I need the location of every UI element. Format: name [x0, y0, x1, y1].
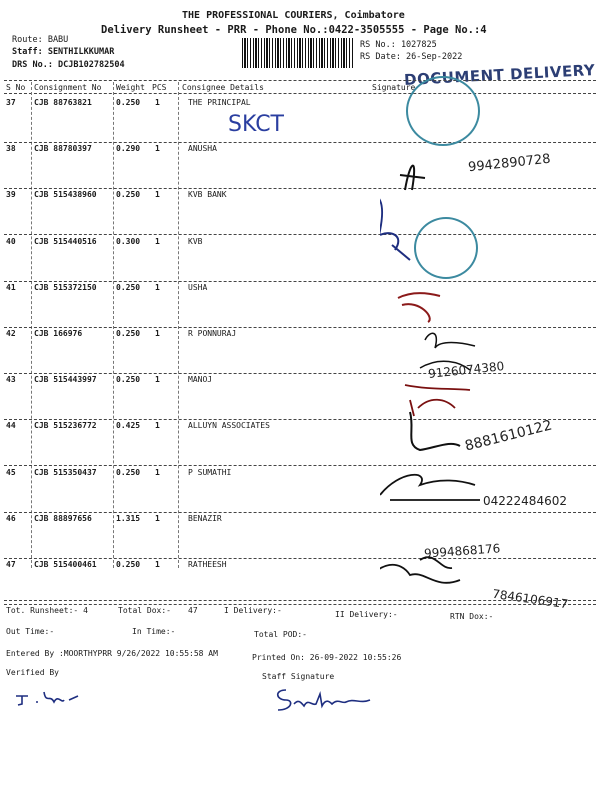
- row-consignee: KVB: [188, 236, 203, 246]
- col-pcs: PCS: [152, 83, 167, 92]
- row-weight: 0.250: [116, 375, 141, 385]
- row-consignee: MANOJ: [188, 375, 213, 385]
- drs-label: DRS No.: DCJB102782504: [12, 60, 125, 70]
- rtn-dox: RTN Dox:-: [450, 612, 494, 621]
- row-weight: 1.315: [116, 513, 141, 523]
- row-pcs: 1: [155, 144, 160, 154]
- col-consignment: Consignment No: [34, 83, 102, 92]
- row-weight: 0.300: [116, 236, 141, 246]
- row-sno: 38: [6, 144, 16, 154]
- out-time: Out Time:-: [6, 627, 55, 636]
- staff-signature-label: Staff Signature: [262, 672, 335, 681]
- staff-signature: [274, 684, 384, 714]
- staff-label: Staff: SENTHILKKUMAR: [12, 47, 115, 57]
- signature-44: [410, 412, 460, 450]
- route-label: Route: BABU: [12, 35, 69, 45]
- row-consignee: BENAZIR: [188, 513, 222, 523]
- row-consignment-no: CJB 515372150: [34, 282, 97, 292]
- row-pcs: 1: [155, 190, 160, 200]
- row-consignment-no: CJB 515438960: [34, 190, 97, 200]
- row-sno: 39: [6, 190, 16, 200]
- handwritten-phone-45: 04222484602: [483, 494, 567, 508]
- row-pcs: 1: [155, 513, 160, 523]
- divider: [4, 93, 596, 94]
- row-weight: 0.250: [116, 98, 141, 107]
- company-title: THE PROFESSIONAL COURIERS, Coimbatore: [182, 10, 405, 21]
- row-pcs: 1: [155, 560, 160, 569]
- signature-43: [405, 385, 470, 416]
- column-divider: [31, 82, 32, 568]
- row-consignment-no: CJB 515236772: [34, 421, 97, 431]
- row-consignment-no: CJB 166976: [34, 329, 83, 338]
- handwritten-phone-38: 9942890728: [467, 151, 552, 176]
- row-sno: 46: [6, 513, 16, 523]
- row-sno: 47: [6, 560, 16, 569]
- handwritten-phone-47: 7846106917: [491, 586, 569, 612]
- row-consignee: P SUMATHI: [188, 467, 232, 477]
- handwritten-phone-46: 9994868176: [423, 541, 501, 561]
- college-seal: [406, 76, 480, 146]
- divider: [4, 80, 596, 81]
- col-weight: Weight: [116, 83, 145, 92]
- runsheet-title: Delivery Runsheet - PRR - Phone No.:0422-3505555 - Page No.:4: [101, 24, 487, 36]
- signature-38: [400, 166, 425, 190]
- column-divider: [178, 82, 179, 568]
- row-sno: 37: [6, 98, 16, 107]
- row-consignment-no: CJB 515400461: [34, 560, 97, 569]
- row-consignee: THE PRINCIPAL: [188, 98, 251, 107]
- row-consignee: R PONNURAJ: [188, 329, 237, 338]
- handwritten-skct: SKCT: [228, 112, 284, 137]
- row-sno: 42: [6, 329, 16, 338]
- row-pcs: 1: [155, 329, 160, 338]
- signature-47: [380, 557, 460, 585]
- barcode: [242, 38, 354, 68]
- tot-runsheet: Tot. Runsheet:- 4: [6, 606, 88, 615]
- signature-45: [380, 475, 480, 500]
- row-consignee: KVB BANK: [188, 190, 227, 200]
- row-consignment-no: CJB 515443997: [34, 375, 97, 385]
- verified-by: Verified By: [6, 668, 59, 677]
- row-divider: [4, 142, 596, 143]
- total-dox: Total Dox:-: [118, 606, 171, 615]
- row-pcs: 1: [155, 467, 160, 477]
- row-weight: 0.250: [116, 560, 141, 569]
- document-delivery-stamp: DOCUMENT DELIVERY: [403, 61, 596, 89]
- column-divider: [113, 82, 114, 568]
- handwritten-phone-42: 9126074380: [427, 359, 505, 381]
- row-weight: 0.250: [116, 190, 141, 200]
- signature-41: [398, 293, 440, 322]
- row-pcs: 1: [155, 375, 160, 385]
- row-consignee: USHA: [188, 282, 208, 292]
- row-weight: 0.290: [116, 144, 141, 154]
- row-pcs: 1: [155, 236, 160, 246]
- rs-date: RS Date: 26-Sep-2022: [360, 52, 463, 62]
- footer-divider: [4, 600, 596, 601]
- row-pcs: 1: [155, 98, 160, 107]
- ii-delivery: II Delivery:-: [335, 610, 398, 619]
- handwritten-phone-44: 8881610122: [463, 417, 554, 455]
- i-delivery: I Delivery:-: [224, 606, 282, 615]
- signature-39: [380, 195, 410, 260]
- rs-number: RS No.: 1027825: [360, 40, 437, 50]
- total-dox-value: 47: [188, 606, 198, 615]
- row-weight: 0.425: [116, 421, 141, 431]
- row-sno: 41: [6, 282, 16, 292]
- row-consignment-no: CJB 88763821: [34, 98, 92, 107]
- printed-on: Printed On: 26-09-2022 10:55:26: [252, 653, 402, 662]
- verifier-signature: [14, 688, 94, 708]
- row-weight: 0.250: [116, 282, 141, 292]
- row-pcs: 1: [155, 282, 160, 292]
- in-time: In Time:-: [132, 627, 176, 636]
- row-consignee: ALLUYN ASSOCIATES: [188, 421, 270, 431]
- row-consignee: RATHEESH: [188, 560, 227, 569]
- col-consignee: Consignee Details: [182, 83, 264, 92]
- entered-by: Entered By :MOORTHYPRR 9/26/2022 10:55:58 AM: [6, 649, 218, 658]
- total-pod: Total POD:-: [254, 630, 307, 639]
- row-consignee: ANUSHA: [188, 144, 217, 154]
- row-weight: 0.250: [116, 329, 141, 338]
- row-sno: 40: [6, 236, 16, 246]
- row-sno: 43: [6, 375, 16, 385]
- row-consignment-no: CJB 515440516: [34, 236, 97, 246]
- col-signature: Signature: [372, 83, 416, 92]
- row-consignment-no: CJB 88780397: [34, 144, 92, 154]
- row-sno: 44: [6, 421, 16, 431]
- row-sno: 45: [6, 467, 16, 477]
- row-consignment-no: CJB 88897656: [34, 513, 92, 523]
- col-sno: S No: [6, 83, 26, 92]
- row-weight: 0.250: [116, 467, 141, 477]
- row-pcs: 1: [155, 421, 160, 431]
- row-divider: [4, 604, 596, 605]
- row-consignment-no: CJB 515350437: [34, 467, 97, 477]
